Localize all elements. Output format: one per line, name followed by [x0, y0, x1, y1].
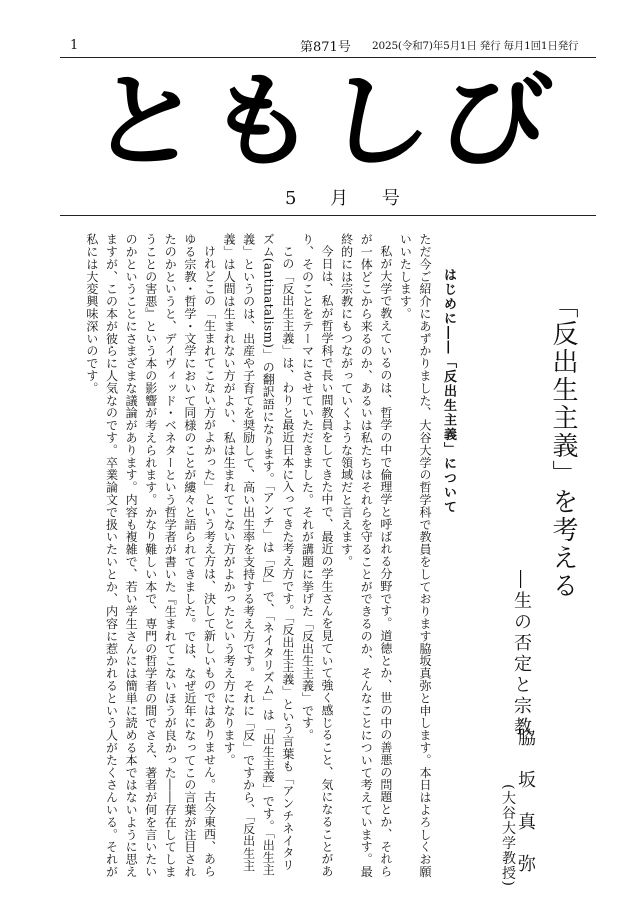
paragraph: ただ今ご紹介にあずかりました、大谷大学の哲学科で教員をしております脇坂真弥と申します。本日はよろしくお願いいたします。 [398, 233, 432, 878]
article-subtitle: ―生の否定と宗教 [511, 570, 532, 738]
masthead [70, 61, 561, 182]
masthead-rule [60, 215, 596, 216]
article-body [81, 233, 434, 881]
paragraph: 私が大学で教えているのは、哲学の中で倫理学と呼ばれる分野です。道徳とか、世の中の善悪の問題とか、それらが一体どこから来るのか、あるいは私たちはそれらを守ることができるのか、そんなことについて考えています。最終的には宗教にもつながっていくような領域だと言えます。 [339, 233, 393, 878]
author-affiliation: (大谷大学教授) [500, 784, 516, 887]
page-number: 1 [70, 38, 79, 53]
issue-number: 第871号 [300, 40, 351, 55]
paragraph: 今日は、私が哲学科で長い間教員をしてきた中で、最近の学生さんを見ていて強く感じること、気になることがあり、そのことをテーマにさせていただきました。それが講題に挙げた「反出生主義」です。 [300, 233, 335, 878]
month-label: 5 月 号 [285, 188, 414, 209]
masthead-title: ともしび [83, 61, 561, 182]
paragraph: この「反出生主義」は、わりと最近日本に入ってきた考え方です。「反出生主義」という言葉も「アンチネイタリズム(antinatalism)」の翻訳語になります。「アンチ」は「反」で、「ネイタリズム」は「出生主義」です。「出生主義」というのは、出産や子育てを奨励して、高い出生率を支持する考え方です。それに「反」ですから、「反出生主義」は人間は生まれない方がよい、私は生まれてこない方がよかったという考え方になります。 [222, 233, 295, 876]
paragraph: けれどこの「生まれてこない方がよかった」という考え方は、決して新しいものではありません。古今東西、あらゆる宗教・哲学・文学において同様のことが縷々と語られてきました。では、なぜ近年になってこの言葉が注目されたのかというと、デイヴィッド・ベネターという哲学者が書いた『生まれてこないほうが良かった――存在してしまうことの害悪』という本の影響が考えられます。かなり難しい本で、専門の哲学者の間でさえ、著者が何を言いたいのかということにさまざまな議論があります。内容も複雑で、若い学生さんには簡単に読める本ではないように思えますが、この本が彼らに人気なのです。卒業論文で扱いたいとか、内容に惹かれるという人がたくさんいる。それが私には大変興味深いのです。 [84, 233, 217, 878]
section-heading: はじめに――「反出生主義」について [441, 268, 456, 515]
issue-date: 2025(令和7)年5月1日 発行 毎月1回1日発行 [372, 40, 579, 52]
author-name: 脇坂真弥 [515, 728, 536, 896]
header-rule [60, 57, 596, 58]
article-title: 「反出生主義」を考える [548, 292, 578, 600]
newsletter-header [0, 36, 640, 56]
